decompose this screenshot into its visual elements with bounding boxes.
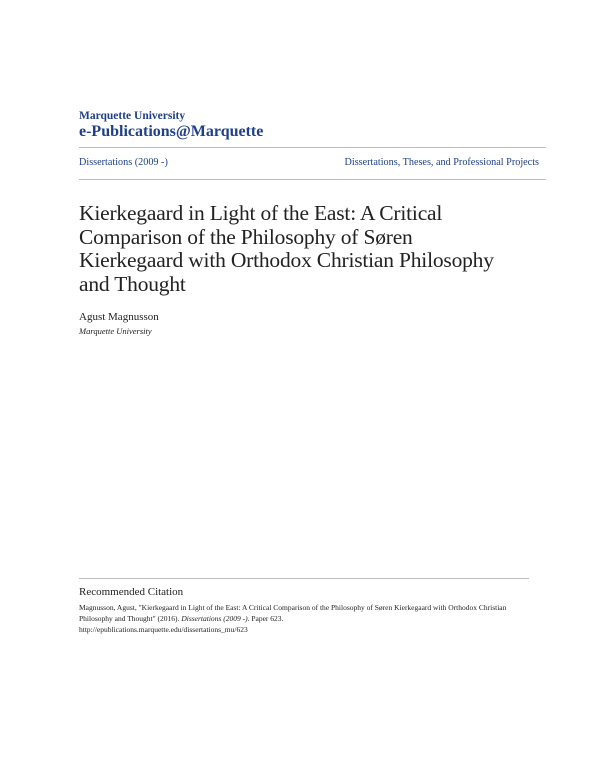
citation-url-link[interactable]: http://epublications.marquette.edu/dissertations_mu/623 bbox=[79, 625, 248, 634]
collection-link-dissertations[interactable]: Dissertations (2009 -) bbox=[79, 157, 168, 168]
header-divider-bottom bbox=[79, 179, 546, 180]
title-line: and Thought bbox=[79, 271, 186, 296]
citation-paper: . Paper 623. bbox=[247, 614, 284, 623]
citation-text bbox=[79, 602, 529, 635]
author-affiliation: Marquette University bbox=[79, 326, 152, 336]
citation-body: Magnusson, Agust, "Kierkegaard in Light of the East: A Critical Comparison of the Philosophy of Søren Kierkegaard with Orthodox Christian Philosophy and Thought" (2016). bbox=[79, 603, 507, 623]
citation-series: Dissertations (2009 -) bbox=[181, 614, 248, 623]
university-link[interactable]: Marquette University bbox=[79, 110, 186, 122]
collection-link-theses-projects[interactable]: Dissertations, Theses, and Professional Projects bbox=[344, 157, 539, 168]
repository-brand bbox=[79, 109, 263, 141]
citation-divider bbox=[79, 578, 529, 579]
header-divider-top bbox=[79, 147, 546, 148]
author-name: Agust Magnusson bbox=[79, 311, 159, 323]
title-line: Comparison of the Philosophy of Søren bbox=[79, 224, 413, 249]
document-title bbox=[79, 202, 539, 296]
repository-link[interactable]: e-Publications@Marquette bbox=[79, 123, 264, 140]
title-line: Kierkegaard in Light of the East: A Critical bbox=[79, 201, 443, 225]
title-line: Kierkegaard with Orthodox Christian Philosophy bbox=[79, 248, 494, 272]
citation-heading: Recommended Citation bbox=[79, 586, 184, 598]
